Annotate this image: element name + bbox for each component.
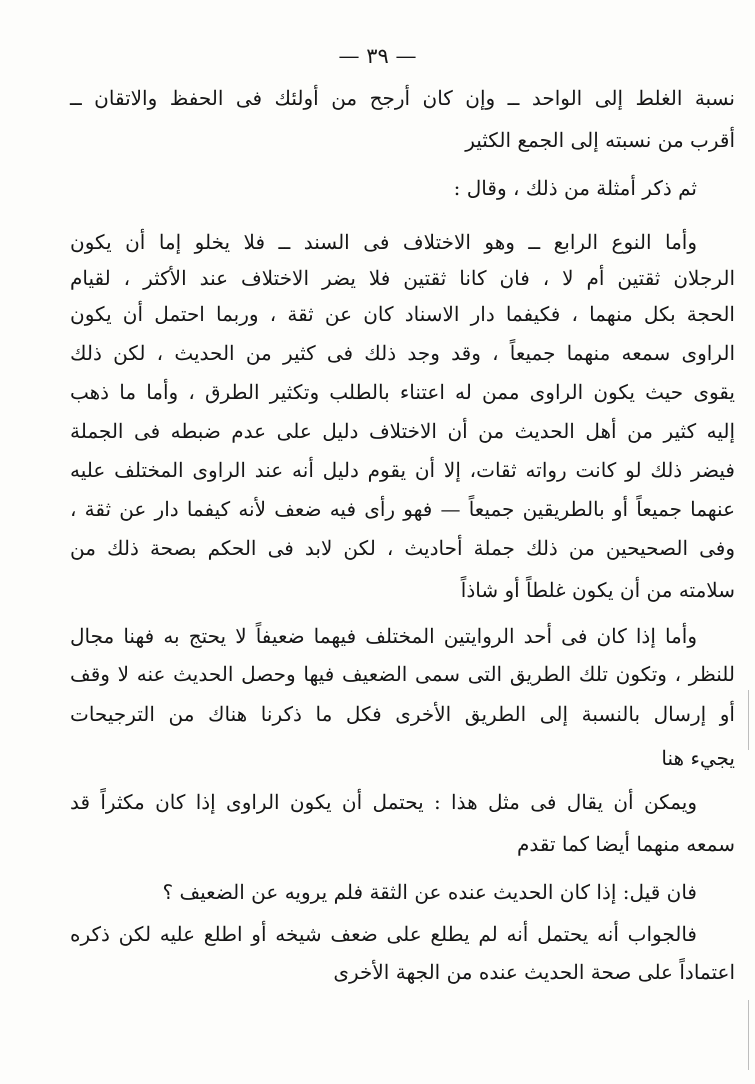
text-line: أو إرسال بالنسبة إلى الطريق الأخرى فكل ما ذكرنا هناك من الترجيحات <box>70 702 735 726</box>
text-line: سلامته من أن يكون غلطاً أو شاذاً <box>460 578 735 602</box>
text-line: يجيء هنا <box>661 746 735 770</box>
text-line: فيضر ذلك لو كانت رواته ثقات، إلا أن يقوم دليل أنه عند الراوى المختلف عليه <box>70 458 735 482</box>
text-line: ثم ذكر أمثلة من ذلك ، وقال : <box>453 176 697 200</box>
text-line: وفى الصحيحين من ذلك جملة أحاديث ، لكن لابد فى الحكم بصحة ذلك من <box>70 536 735 560</box>
page-edge-shadow <box>748 1000 749 1070</box>
text-line: للنظر ، وتكون تلك الطريق التى سمى الضعيف فيها وحصل الحديث عنه لا وقف <box>70 662 735 686</box>
page-edge-shadow <box>748 690 749 750</box>
text-line: فالجواب أنه يحتمل أنه لم يطلع على ضعف شيخه أو اطلع عليه لكن ذكره <box>70 922 697 946</box>
text-line: نسبة الغلط إلى الواحد ــ وإن كان أرجح من أولئك فى الحفظ والاتقان ــ <box>70 86 735 110</box>
text-line: ويمكن أن يقال فى مثل هذا : يحتمل أن يكون الراوى إذا كان مكثراً قد <box>70 790 697 814</box>
text-line: الرجلان ثقتين أم لا ، فان كانا ثقتين فلا يضر الاختلاف عند الأكثر ، لقيام <box>70 266 735 290</box>
text-line: أقرب من نسبته إلى الجمع الكثير <box>465 128 735 152</box>
text-line: الحجة بكل منهما ، فكيفما دار الاسناد كان عن ثقة ، وربما احتمل أن يكون <box>70 302 735 326</box>
text-line: فان قيل: إذا كان الحديث عنده عن الثقة فلم يرويه عن الضعيف ؟ <box>162 880 697 904</box>
page-number: — ٣٩ — <box>338 44 417 68</box>
text-line: عنهما جميعاً أو بالطريقين جميعاً — فهو رأى فيه ضعف لأنه كيفما دار عن ثقة ، <box>70 497 735 521</box>
text-line: وأما النوع الرابع ــ وهو الاختلاف فى السند ــ فلا يخلو إما أن يكون <box>70 230 697 254</box>
text-line: وأما إذا كان فى أحد الروايتين المختلف فيهما ضعيفاً لا يحتج به فهنا مجال <box>70 624 697 648</box>
text-line: يقوى حيث يكون الراوى ممن له اعتناء بالطلب وتكثير الطرق ، وأما ما ذهب <box>70 380 735 404</box>
text-line: الراوى سمعه منهما جميعاً ، وقد وجد ذلك فى كثير من الحديث ، لكن ذلك <box>70 341 735 365</box>
text-line: إليه كثير من أهل الحديث من أن الاختلاف دليل على عدم ضبطه فى الجملة <box>70 419 735 443</box>
text-line: اعتماداً على صحة الحديث عنده من الجهة الأخرى <box>333 960 735 984</box>
text-line: سمعه منهما أيضا كما تقدم <box>516 832 735 856</box>
